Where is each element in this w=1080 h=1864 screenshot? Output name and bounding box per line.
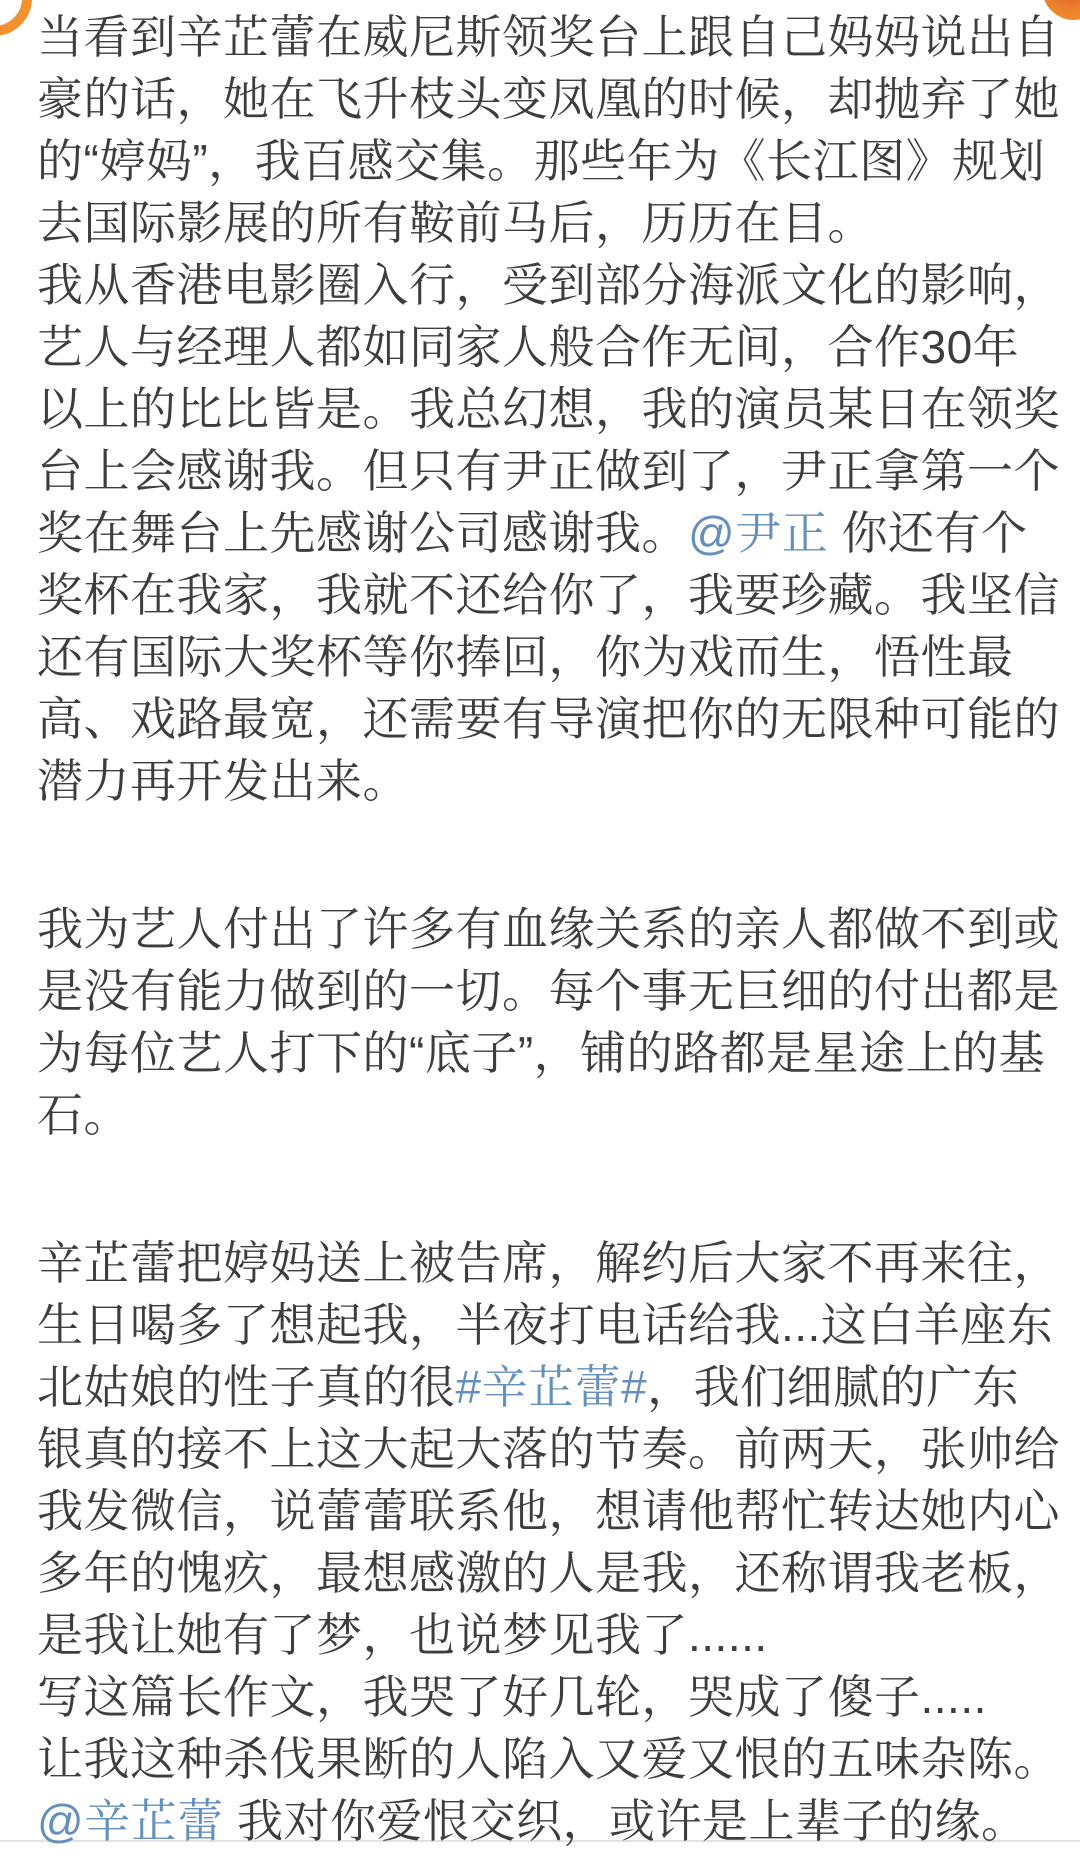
text-segment: 豪的话，她在飞升枝头变凤凰的时候，却抛弃了她 xyxy=(37,73,1060,125)
text-line xyxy=(37,960,1060,1022)
text-segment: 奖在舞台上先感谢公司感谢我。 xyxy=(37,507,688,559)
mention-yin-zheng[interactable]: @尹正 xyxy=(688,507,829,559)
text-segment: 潜力再开发出来。 xyxy=(37,755,409,807)
text-line xyxy=(37,1728,1060,1790)
text-segment: 北姑娘的性子真的很 xyxy=(37,1361,456,1413)
text-line xyxy=(37,1666,1047,1728)
text-line xyxy=(37,750,1047,812)
text-segment: 艺人与经理人都如同家人般合作无间，合作30年 xyxy=(37,321,1020,373)
text-segment: 我发微信，说蕾蕾联系他，想请他帮忙转达她内心 xyxy=(37,1485,1060,1537)
text-line xyxy=(37,130,1047,192)
text-line xyxy=(37,502,1047,564)
text-segment: 我为艺人付出了许多有血缘关系的亲人都做不到或 xyxy=(37,903,1060,955)
hashtag-xin-zhilei[interactable]: #辛芷蕾# xyxy=(455,1361,648,1413)
text-segment: 我从香港电影圈入行，受到部分海派文化的影响， xyxy=(37,259,1060,311)
text-line xyxy=(37,1480,1060,1542)
blank-line xyxy=(37,1146,1047,1232)
text-segment: ，我们细腻的广东 xyxy=(647,1361,1020,1413)
text-segment: 高、戏路最宽，还需要有导演把你的无限种可能的 xyxy=(37,693,1060,745)
text-segment: 以上的比比皆是。我总幻想，我的演员某日在领奖 xyxy=(37,383,1060,435)
text-segment: 还有国际大奖杯等你捧回，你为戏而生，悟性最 xyxy=(37,631,1014,683)
text-segment: 写这篇长作文，我哭了好几轮，哭成了傻子..... xyxy=(37,1671,987,1723)
text-line xyxy=(37,564,1060,626)
text-segment: 台上会感谢我。但只有尹正做到了，尹正拿第一个 xyxy=(37,445,1060,497)
text-line xyxy=(37,1604,1047,1666)
post-text xyxy=(37,6,1060,1852)
text-segment: 去国际影展的所有鞍前马后，历历在目。 xyxy=(37,197,874,249)
text-line xyxy=(37,1294,1054,1356)
text-line xyxy=(37,440,1060,502)
text-line xyxy=(37,1232,1060,1294)
text-segment: 生日喝多了想起我，半夜打电话给我...这白羊座东 xyxy=(37,1299,1054,1351)
text-line xyxy=(37,68,1060,130)
text-segment: 石。 xyxy=(37,1089,130,1141)
text-line xyxy=(37,688,1060,750)
text-segment: 是我让她有了梦，也说梦见我了...... xyxy=(37,1609,768,1661)
text-line xyxy=(37,378,1060,440)
text-line xyxy=(37,316,1047,378)
text-line xyxy=(37,626,1047,688)
text-segment: 让我这种杀伐果断的人陷入又爱又恨的五味杂陈。 xyxy=(37,1733,1060,1785)
text-line xyxy=(37,1022,1047,1084)
blank-line xyxy=(37,812,1047,898)
text-segment: 你还有个 xyxy=(828,507,1028,559)
orange-emoji-fragment-left-icon xyxy=(0,0,32,36)
text-line xyxy=(37,1084,1047,1146)
text-segment: 奖杯在我家，我就不还给你了，我要珍藏。我坚信 xyxy=(37,569,1060,621)
text-segment: 我对你爱恨交织，或许是上辈子的缘。 xyxy=(223,1795,1028,1847)
text-line xyxy=(37,1542,1060,1604)
text-line xyxy=(37,254,1060,316)
text-segment: 当看到辛芷蕾在威尼斯领奖台上跟自己妈妈说出自 xyxy=(37,11,1060,63)
text-line xyxy=(37,1418,1060,1480)
text-line xyxy=(37,6,1060,68)
text-segment: 银真的接不上这大起大落的节奏。前两天，张帅给 xyxy=(37,1423,1060,1475)
text-line xyxy=(37,898,1060,960)
text-segment: 多年的愧疚，最想感激的人是我，还称谓我老板， xyxy=(37,1547,1060,1599)
text-segment: 的“婷妈”，我百感交集。那些年为《长江图》规划 xyxy=(37,135,1046,187)
text-segment: 辛芷蕾把婷妈送上被告席，解约后大家不再来往， xyxy=(37,1237,1060,1289)
text-line xyxy=(37,1790,1047,1852)
text-segment: 是没有能力做到的一切。每个事无巨细的付出都是 xyxy=(37,965,1060,1017)
mention-xin-zhilei[interactable]: @辛芷蕾 xyxy=(37,1795,224,1847)
text-line xyxy=(37,1356,1047,1418)
text-segment: 为每位艺人打下的“底子”，铺的路都是星途上的基 xyxy=(37,1027,1046,1079)
text-line xyxy=(37,192,1047,254)
